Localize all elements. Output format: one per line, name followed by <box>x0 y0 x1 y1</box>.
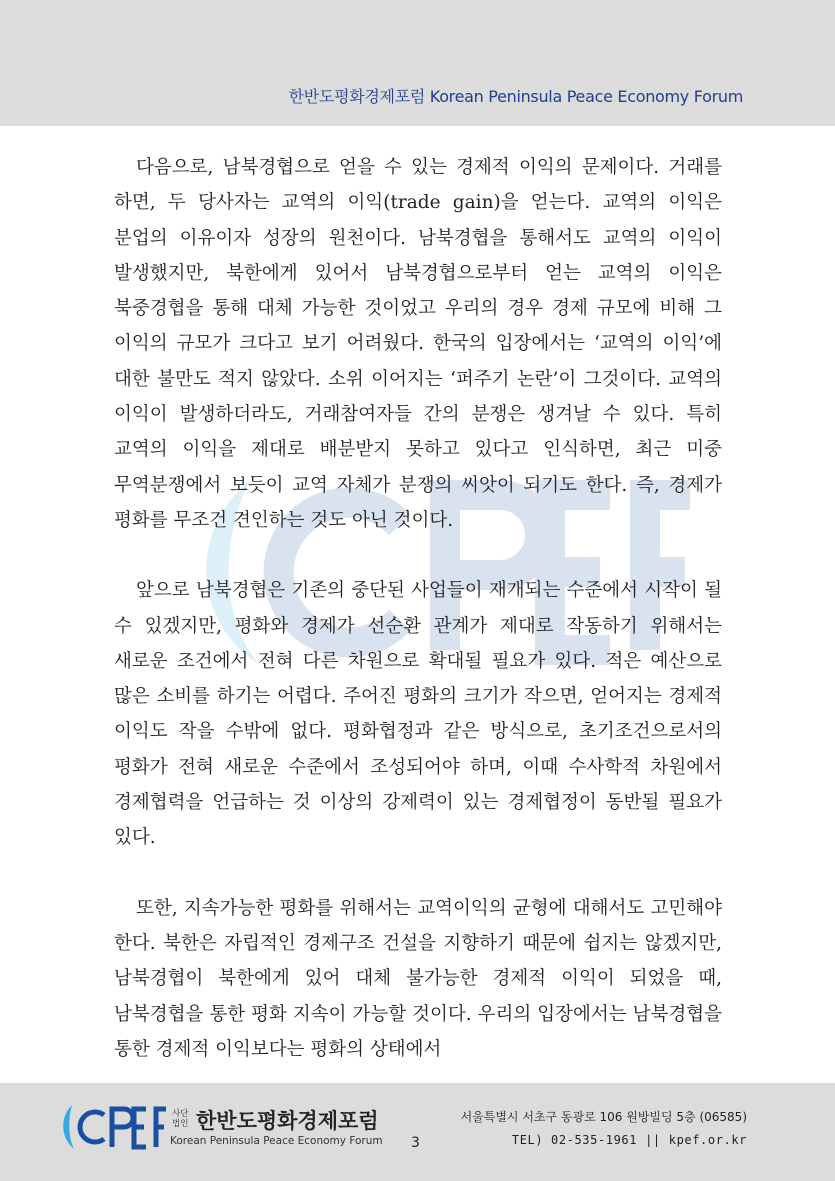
org-name-ko: 한반도평화경제포럼 <box>196 1109 379 1133</box>
org-type: 사단법인 <box>172 1109 189 1129</box>
paragraph-3: 또한, 지속가능한 평화를 위해서는 교역이익의 균형에 대해서도 고민해야 한다. 북한은 자립적인 경제구조 건설을 지향하기 때문에 쉽지는 않겠지만, 남북경협이 북한에게 있어 대체 불가능한 경제적 이익이 되었을 때, 남북경협을 통한 평화 지속이 가능할 것이다. 우리의 입장에서는 남북경협을 통한 경제적 이익보다는 평화의 상태에서 <box>114 897 722 1060</box>
footer-contact <box>512 1133 747 1147</box>
kpef-logo-icon <box>60 1103 170 1151</box>
paragraph-2: 앞으로 남북경협은 기존의 중단된 사업들이 재개되는 수준에서 시작이 될 수 있겠지만, 평화와 경제가 선순환 관계가 제대로 작동하기 위해서는 새로운 조건에서 전혀 다른 차원으로 확대될 필요가 있다. 적은 예산으로 많은 소비를 하기는 어렵다. 주어진 평화의 크기가 작으면, 얻어지는 경제적 이익도 작을 수밖에 없다. 평화협정과 같은 방식으로, 초기조건으로서의 평화가 전혀 새로운 수준에서 조성되어야 하며, 이때 수사학적 차원에서 경제협력을 언급하는 것 이상의 강제력이 있는 경제협정이 동반될 필요가 있다. <box>114 580 722 849</box>
header-title: 한반도평화경제포럼 Korean Peninsula Peace Economy Forum <box>288 87 743 106</box>
paragraph-1: 다음으로, 남북경협으로 얻을 수 있는 경제적 이익의 문제이다. 거래를 하면, 두 당사자는 교역의 이익(trade gain)을 얻는다. 교역의 이익은 분업의 이유이자 성장의 원천이다. 남북경협을 통해서도 교역의 이익이 발생했지만, 북한에게 있어서 남북경협으로부터 얻는 교역의 이익은 북중경협을 통해 대체 가능한 것이었고 우리의 경우 경제 규모에 비해 그 이익의 규모가 크다고 보기 어려웠다. 한국의 입장에서는 ‘교역의 이익’에 대한 불만도 적지 않았다. 소위 이어지는 ‘퍼주기 논란’이 그것이다. 교역의 이익이 발생하더라도, 거래참여자들 간의 분쟁은 생겨날 수 있다. 특히 교역의 이익을 제대로 배분받지 못하고 있다고 인식하면, 최근 미중 무역분쟁에서 보듯이 교역 자체가 분쟁의 씨앗이 되기도 한다. 즉, 경제가 평화를 무조건 견인하는 것도 아닌 것이다. <box>114 157 722 531</box>
footer-separator: || <box>645 1133 661 1147</box>
page-footer <box>0 1083 835 1181</box>
page-header <box>0 0 835 126</box>
footer-tel: TEL) 02-535-1961 <box>511 1133 638 1147</box>
document-body <box>114 150 722 1067</box>
page-number: 3 <box>411 1135 420 1151</box>
footer-website[interactable]: kpef.or.kr <box>668 1133 747 1147</box>
footer-address: 서울특별시 서초구 동광로 106 원방빌딩 5층 (06585) <box>460 1110 747 1124</box>
logo-text: KPEF <box>60 1103 63 1104</box>
org-name-en: Korean Peninsula Peace Economy Forum <box>170 1135 383 1147</box>
